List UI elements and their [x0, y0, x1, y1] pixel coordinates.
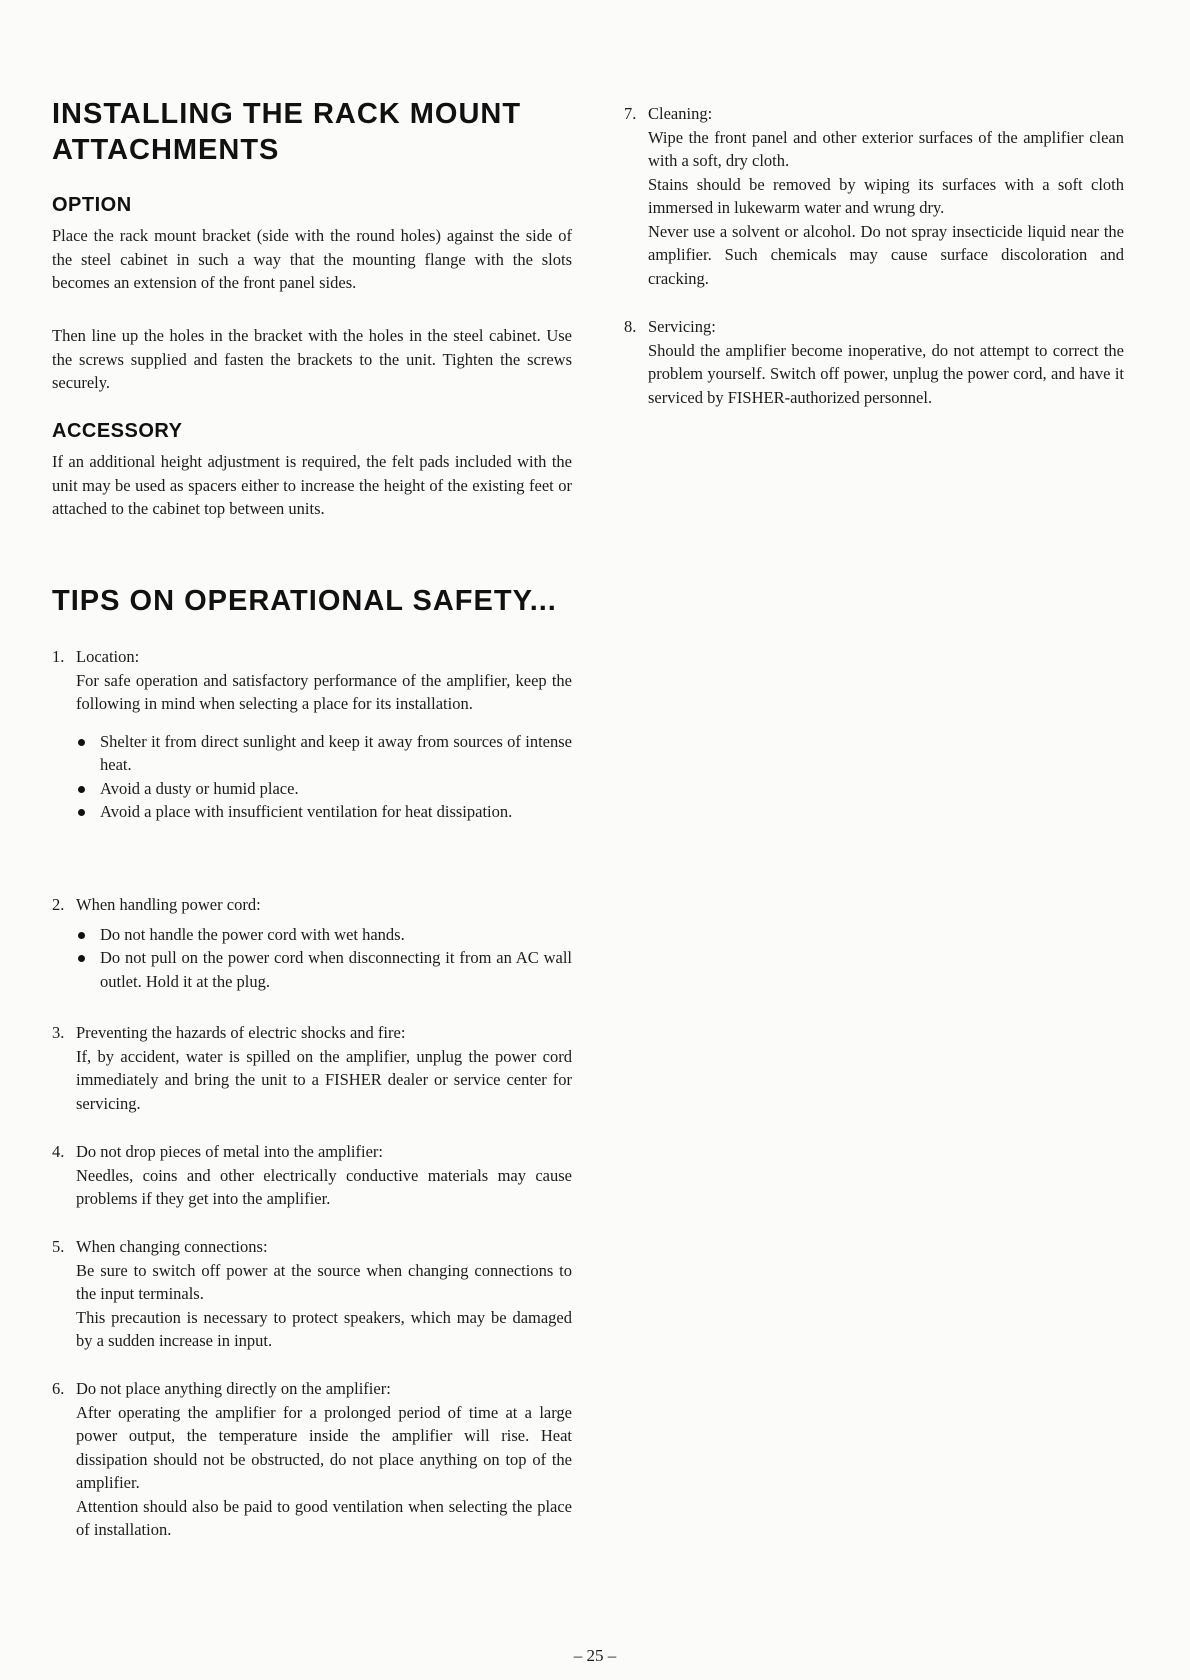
bullet-dot-icon [78, 809, 85, 816]
tip-item-5 [52, 1235, 572, 1353]
tip-number: 8. [624, 317, 637, 336]
bullet-item: Shelter it from direct sunlight and keep it away from sources of intense heat. [76, 730, 572, 777]
tip-body: Attention should also be paid to good ventilation when selecting the place of installation. [76, 1496, 572, 1539]
tip-body: Stains should be removed by wiping its surfaces with a soft cloth immersed in lukewarm water and wrung dry. [648, 174, 1124, 217]
tip-number: 7. [624, 104, 637, 123]
tip-body: Wipe the front panel and other exterior surfaces of the amplifier clean with a soft, dry cloth. [648, 127, 1124, 170]
tip-item-1 [52, 645, 572, 824]
option-paragraph-1: Place the rack mount bracket (side with the round holes) against the side of the steel cabinet in such a way that the mounting flange with the slots becomes an extension of the front panel sides. [52, 226, 572, 292]
tip-number: 3. [52, 1023, 65, 1042]
tip-title: Location: [76, 647, 140, 666]
tip-body: This precaution is necessary to protect speakers, which may be damaged by a sudden increase in input. [76, 1307, 572, 1350]
option-paragraph-2: Then line up the holes in the bracket with the holes in the steel cabinet. Use the screws supplied and fasten the brackets to the unit. Tighten the screws securely. [52, 326, 572, 392]
tip-item-6 [52, 1377, 572, 1542]
bullet-dot-icon [78, 932, 85, 939]
bullet-list [52, 923, 572, 994]
tip-body: For safe operation and satisfactory performance of the amplifier, keep the following in mind when selecting a place for its installation. [76, 670, 572, 713]
tip-title: Cleaning: [648, 104, 713, 123]
bullet-item: Do not pull on the power cord when disconnecting it from an AC wall outlet. Hold it at the plug. [76, 946, 572, 993]
tip-title: Do not place anything directly on the amplifier: [76, 1379, 391, 1398]
tip-number: 4. [52, 1142, 65, 1161]
page-number: – 25 – [573, 1646, 617, 1665]
tip-body: Never use a solvent or alcohol. Do not spray insecticide liquid near the amplifier. Such chemicals may cause surface discoloration and cracking. [648, 221, 1124, 288]
tip-title: Preventing the hazards of electric shocks and fire: [76, 1023, 406, 1042]
tip-title: Servicing: [648, 317, 716, 336]
tip-title: When changing connections: [76, 1237, 268, 1256]
bullet-list [52, 730, 572, 824]
tip-item-4 [52, 1140, 572, 1211]
tips-heading: TIPS ON OPERATIONAL SAFETY... [52, 585, 557, 617]
tip-number: 5. [52, 1237, 65, 1256]
tip-number: 1. [52, 647, 65, 666]
accessory-heading: ACCESSORY [52, 420, 183, 442]
tip-number: 6. [52, 1379, 65, 1398]
accessory-paragraph: If an additional height adjustment is required, the felt pads included with the unit may be used as spacers either to increase the height of the existing feet or attached to the cabinet top between units. [52, 452, 572, 518]
bullet-item: Do not handle the power cord with wet hands. [76, 923, 572, 947]
tip-body: If, by accident, water is spilled on the amplifier, unplug the power cord immediately and bring the unit to a FISHER dealer or service center for servicing. [76, 1046, 572, 1113]
tip-item-8 [624, 315, 1124, 409]
tip-item-3 [52, 1021, 572, 1115]
bullet-dot-icon [78, 955, 85, 962]
tip-item-7 [624, 102, 1124, 290]
tip-body: After operating the amplifier for a prolonged period of time at a large power output, the temperature inside the amplifier will rise. Heat dissipation should not be obstructed, do not place anything on top of the amplifier. [76, 1402, 572, 1492]
bullet-item: Avoid a dusty or humid place. [76, 777, 572, 801]
tip-title: When handling power cord: [76, 895, 261, 914]
tip-body: Be sure to switch off power at the source when changing connections to the input terminals. [76, 1260, 572, 1303]
tip-title: Do not drop pieces of metal into the amplifier: [76, 1142, 383, 1161]
bullet-item: Avoid a place with insufficient ventilation for heat dissipation. [76, 800, 572, 824]
bullet-dot-icon [78, 739, 85, 746]
tip-number: 2. [52, 895, 65, 914]
tip-body: Should the amplifier become inoperative, do not attempt to correct the problem yourself. Switch off power, unplug the power cord, and have it serviced by FISHER-authorized personnel. [648, 340, 1124, 407]
install-heading: INSTALLING THE RACK MOUNT ATTACHMENTS [52, 98, 522, 166]
bullet-dot-icon [78, 786, 85, 793]
option-heading: OPTION [52, 194, 132, 216]
tip-item-2 [52, 893, 572, 993]
tip-body: Needles, coins and other electrically conductive materials may cause problems if they get into the amplifier. [76, 1165, 572, 1208]
